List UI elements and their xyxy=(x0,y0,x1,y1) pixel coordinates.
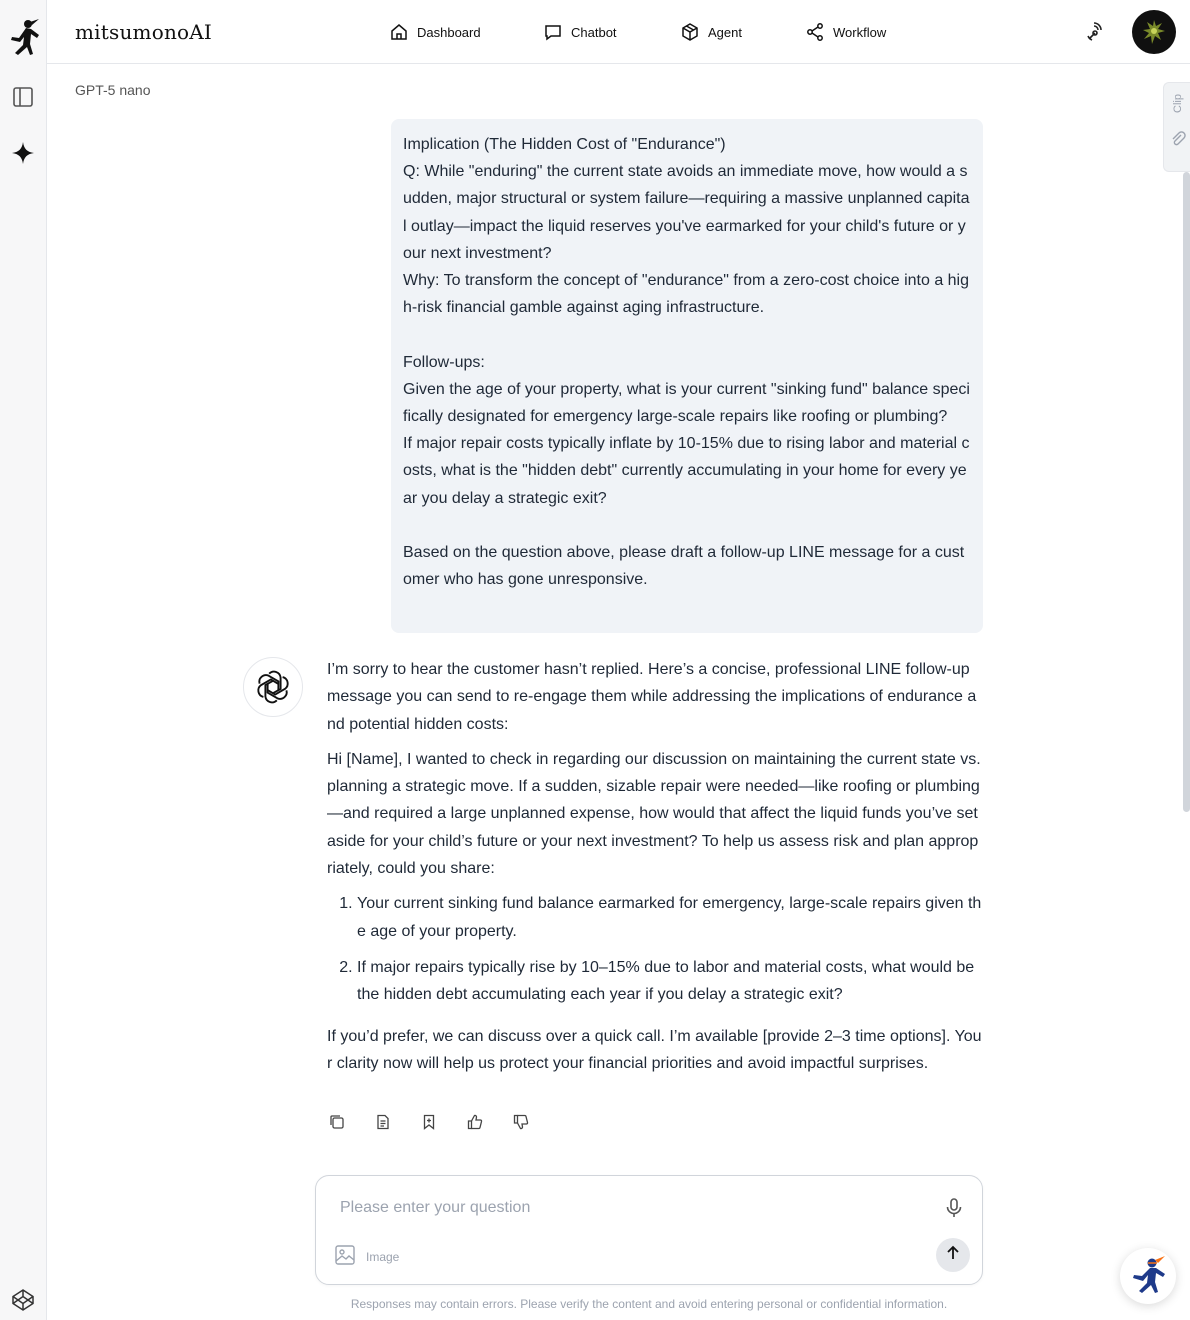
assistant-closing: If you’d prefer, we can discuss over a quick call. I’m available [provide 2–3 time options]. Your clarity now will help us protect your financial priorities and avoid impactful surprises. xyxy=(327,1027,982,1072)
question-input[interactable] xyxy=(340,1196,920,1220)
sidebar-toggle-icon[interactable] xyxy=(10,84,36,110)
nav-label: Agent xyxy=(708,24,742,40)
chat-icon xyxy=(543,22,563,42)
copy-icon[interactable] xyxy=(327,1112,347,1132)
thumbs-up-icon[interactable] xyxy=(465,1112,485,1132)
chat-input-box xyxy=(315,1175,983,1285)
cube-icon xyxy=(680,22,700,42)
home-icon xyxy=(389,22,409,42)
thumbs-down-icon[interactable] xyxy=(511,1112,531,1132)
nav-agent[interactable] xyxy=(680,20,742,44)
message-line: If major repair costs typically inflate by 10-15% due to rising labor and material costs, what is the "hidden debt" currently accumulating in your home for every year you delay a strategic exit? xyxy=(403,435,970,507)
broadcast-icon[interactable] xyxy=(1084,20,1108,44)
sparkle-icon[interactable] xyxy=(10,140,36,166)
image-label: Image xyxy=(366,1249,400,1264)
document-icon[interactable] xyxy=(373,1112,393,1132)
clip-tab[interactable] xyxy=(1163,82,1190,172)
blank-line xyxy=(403,321,971,348)
image-icon xyxy=(334,1244,356,1269)
message-actions xyxy=(327,1112,531,1132)
nav-label: Dashboard xyxy=(417,24,481,40)
assistant-intro: I’m sorry to hear the customer hasn’t replied. Here’s a concise, professional LINE follow-up message you can send to re-engage them while addressing the implications of endurance and potential hidden costs: xyxy=(327,661,977,733)
nav-label: Chatbot xyxy=(571,24,617,40)
ninja-logo-icon[interactable] xyxy=(6,18,40,56)
nav-workflow[interactable] xyxy=(805,20,886,44)
message-line: Q: While "enduring" the current state avoids an immediate move, how would a sudden, major structural or system failure—requiring a massive unplanned capital outlay—impact the liquid reserves you've earmarked for your child's future or your next investment? xyxy=(403,163,970,262)
openai-logo-icon xyxy=(243,657,303,717)
top-header xyxy=(47,0,1190,64)
left-rail xyxy=(0,0,47,1320)
microphone-icon[interactable] xyxy=(942,1196,966,1220)
share-icon xyxy=(805,22,825,42)
image-upload-button[interactable] xyxy=(334,1244,399,1269)
blank-line xyxy=(403,512,971,539)
message-line: Why: To transform the concept of "endurance" from a zero-cost choice into a high-risk financial gamble against aging infrastructure. xyxy=(403,272,970,317)
disclaimer-text: Responses may contain errors. Please verify the content and avoid entering personal or confidential information. xyxy=(350,1297,948,1311)
message-line: Follow-ups: xyxy=(403,353,485,371)
scrollbar[interactable] xyxy=(1183,172,1190,812)
nav-label: Workflow xyxy=(833,24,887,40)
model-label[interactable]: GPT-5 nano xyxy=(75,82,151,98)
nav-chatbot[interactable] xyxy=(543,20,617,44)
clip-label: Clip xyxy=(1172,94,1184,113)
list-item: 2. If major repairs typically rise by 10–15% due to labor and material costs, what would be the hidden debt accumulating each year if you delay a strategic exit? xyxy=(357,954,983,1009)
message-line: Based on the question above, please draft a follow-up LINE message for a customer who has gone unresponsive. xyxy=(403,544,965,589)
message-line: Given the age of your property, what is your current "sinking fund" balance specifically designated for emergency large-scale repairs like roofing or plumbing? xyxy=(403,380,970,426)
bookmark-icon[interactable] xyxy=(419,1112,439,1132)
message-line: Implication (The Hidden Cost of "Endurance") xyxy=(403,136,726,153)
assistant-list xyxy=(327,890,983,1008)
codepen-icon[interactable] xyxy=(10,1287,36,1313)
user-avatar[interactable] xyxy=(1132,10,1176,54)
user-message xyxy=(391,119,983,633)
list-item: 1. Your current sinking fund balance earmarked for emergency, large-scale repairs given the age of your property. xyxy=(357,890,983,945)
paperclip-icon xyxy=(1170,131,1186,152)
assistant-launcher-button[interactable] xyxy=(1120,1248,1176,1304)
assistant-message xyxy=(327,656,983,1077)
arrow-up-icon xyxy=(944,1244,962,1267)
assistant-body: Hi [Name], I wanted to check in regarding our discussion on maintaining the current state vs. planning a strategic move. If a sudden, sizable repair were needed—like roofing or plumbing—and required a large unplanned expense, how would that affect the liquid funds you’ve set aside for your child’s future or your next investment? To help us assess risk and plan appropriately, could you share: xyxy=(327,750,981,878)
ninja-mascot-icon xyxy=(1128,1254,1168,1299)
nav-dashboard[interactable] xyxy=(389,20,481,44)
send-button[interactable] xyxy=(936,1238,970,1272)
brand-name[interactable]: mitsumonoAI xyxy=(75,20,213,44)
